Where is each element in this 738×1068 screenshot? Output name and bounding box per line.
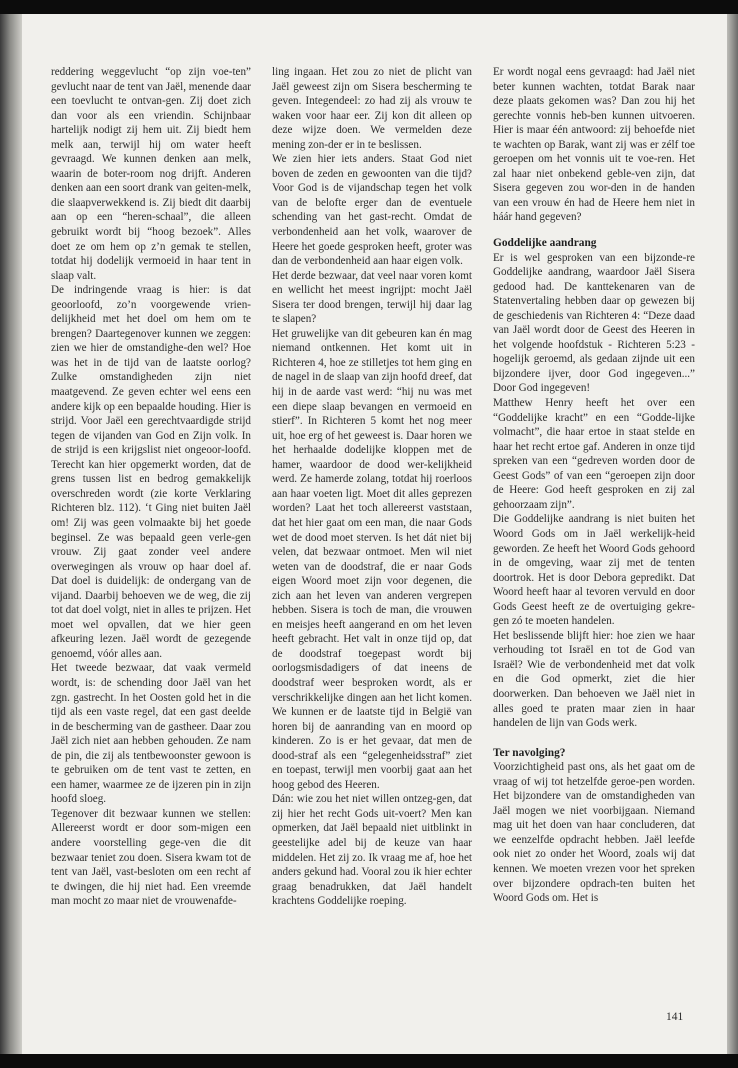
- paragraph: Dán: wie zou het niet willen ontzeg-gen, dat zij hier het recht Gods uit-voert? Men kan opmerken, dat Jaël bepaald niet uitblinkt in geestelijke adel bij de keuze van haar middelen. Het zij zo. Ik vraag me af, hoe het anders gekund had. Vooral zou ik hier echter graag benadrukken, dat Jaël handelt krachtens Goddelijke roeping.: [272, 793, 472, 908]
- paragraph: Voorzichtigheid past ons, als het gaat om de vraag of wij tot hetzelfde geroe-pen worden. Het bijzondere van de omstandigheden van Jaël mogen we niet voorbijgaan. Niemand mag uit het doen van haar concluderen, dat we eenzelfde opdracht hebben. Jaël leefde ook niet zo onder het Woord, zoals wij dat kennen. We moeten vrezen voor het spreken over bijzondere opdrach-ten buiten het Woord Gods om. Het is: [493, 761, 695, 905]
- paragraph: De indringende vraag is hier: is dat geoorloofd, zo’n voorgewende vrien-delijkheid met het doel om hem om te brengen? Daartegenover kunnen we zeggen: zien we hier de omstandighe-den wel? Hoe was het in de tijd van de laatste oorlog? Zulke omstandigheden zijn niet maatgevend. Ze geven echter wel eens een andere kijk op een bepaalde houding. Hier is strijd. Voor Jaël een gerechtvaardigde strijd tegen de vijanden van God en Zijn volk. In de strijd is een krijgslist niet ongeoor-loofd. Terecht kan hier opgemerkt worden, dat de grens tussen list en bedrog gemakkelijk overschreden wordt (zie korte Verklaring Richteren blz. 112). ‘t Ging niet buiten Jaël om! Zij was geen volmaakte bij het goede beginsel. Ze was bepaald geen verle-gen vrouw. Zij gaat zonder veel andere overwegingen als vrouw op haar doel af. Dat doel is duidelijk: de ondergang van de vijand. Daarbij behoeven we de weg, die zij tot dat doel volgt, niet in alles te prijzen. Het moet wel opvallen, dat we hier geen afkeuring lezen. Jaël wordt de gezegende genoemd, vóór alles aan.: [51, 284, 251, 660]
- section-heading-ter-navolging: Ter navolging?: [493, 746, 566, 759]
- scan-border-bottom: [0, 1054, 738, 1068]
- book-gutter: [0, 14, 22, 1054]
- section-spacer: [493, 225, 695, 236]
- scan-border-top: [0, 0, 738, 14]
- section-spacer: [493, 731, 695, 746]
- paragraph: Die Goddelijke aandrang is niet buiten het Woord Gods om in Jaël werkelijk-heid geworden. Ze heeft het Woord Gods gehoord in de omgeving, waar zij met de tenten doortrok. Het is door Debora gepredikt. Dat Woord heeft haar al tevoren vervuld en door Gods Geest heeft ze de overtuiging gekre-gen zó te moeten handelen.: [493, 513, 695, 628]
- paragraph: Het beslissende blijft hier: hoe zien we haar verhouding tot Israël en tot de God van Israël? Wie de verbondenheid met dat volk en die God opmerkt, ziet die hier doorwerken. Dan behoeven we Jaël niet in alles goed te praten maar zien in haar handelen de lijn van Gods werk.: [493, 629, 695, 730]
- paragraph: Het derde bezwaar, dat veel naar voren komt en wellicht het meest ingrijpt: mocht Jaël Sisera ter dood brengen, terwijl hij daar lag te slapen?: [272, 269, 472, 326]
- document-page: [22, 14, 727, 1054]
- page-number: 141: [666, 1011, 684, 1023]
- paragraph: Er wordt nogal eens gevraagd: had Jaël niet beter kunnen wachten, totdat Barak naar deze plaats gekomen was? Dan zou hij het gerechte vonnis heb-ben kunnen uitvoeren. Hier is maar één antwoord: zij behoefde niet te wachten op Barak, want zij was er zélf toe geroepen om het vonnis uit te voe-ren. Het zal haar niet onbekend geble-ven zijn, dat Sisera gegeven zou wor-den in de handen van een vrouw én had de Heere hem niet in háár hand gegeven?: [493, 66, 695, 224]
- paragraph: reddering weggevlucht “op zijn voe-ten” gevlucht naar de tent van Jaël, menende daar een toevlucht te ontvan-gen. Zij doet zich dan voor als een vriendin. Schijnbaar hartelijk nodigt zij hem uit. Zij biedt hem melk aan, terwijl hij om water heeft gevraagd. We kunnen denken aan melk, waarin de boter-room nog drijft. Anderen denken aan een soort drank van geiten-melk, die slaapverwekkend is. Zij biedt dit daarbij aan op een “heren-schaal”, die alleen gebruikt wordt bij “hoog bezoek”. Alles doet ze om hem op z’n gemak te stellen, totdat hij dodelijk vermoeid in haar tent in slaap valt.: [51, 66, 251, 282]
- paragraph: We zien hier iets anders. Staat God niet boven de zeden en gewoonten van die tijd? Voor God is de vijandschap tegen het volk van de belofte erger dan de eventuele schending van het gast-recht. Omdat de verbondenheid aan het volk, waarover de Heere het goede gesproken heeft, groter was dan de verbondenheid aan haar eigen volk.: [272, 153, 472, 268]
- paragraph: Matthew Henry heeft het over een “Goddelijke kracht” en een “Godde-lijke volmacht”, die haar ertoe in staat stelde en haar het recht ertoe gaf. Anderen in onze tijd spreken van een “gedreven worden door de Geest Gods” of van een “geroepen zijn door de Heere: God heeft gesproken en zij zal gehoorzaam zijn”.: [493, 397, 695, 511]
- paragraph: Het tweede bezwaar, dat vaak vermeld wordt, is: de schending door Jaël van het zgn. gastrecht. In het Oosten gold het in die tijd als een vaste regel, dat een gast deelde in de bescherming van de gastheer. Daar zou Jaël zich niet aan hebben gehouden. Ze nam de pin, die zij als tentbewoonster gewoon is te gebruiken om de tent vast te zetten, en een hamer, waarmee ze de ijzeren pin in zijn hoofd sloeg.: [51, 662, 251, 806]
- paragraph: ling ingaan. Het zou zo niet de plicht van Jaël geweest zijn om Sisera bescherming te geven. Integendeel: zo had zij als vrouw te waken voor haar eer. Zij kon dit alleen op deze wijze doen. We vermelden deze mening zon-der er in te beslissen.: [272, 66, 472, 151]
- paragraph: Het gruwelijke van dit gebeuren kan én mag niemand ontkennen. Het komt uit in Richteren 4, hoe ze stilletjes tot hem ging en de nagel in de slaap van zijn hoofd dreef, dat hij in de aarde vast werd: “hij nu was met een diepe slaap bevangen en vermoeid en stierf”. In Richteren 5 komt het nog meer uit, hoe erg of het geweest is. Daar horen we het herhaalde dodelijke kloppen met de hamer, waardoor de dood wer-kelijkheid werd. Ze hamerde zolang, totdat hij roerloos aan haar voeten ligt. Moet dit alles geprezen worden? Laat het toch allereerst vaststaan, dat het hier gaat om een man, die naar Gods wet de dood moet sterven. Is het dát niet bij velen, dat bezwaar ontmoet. Men wil niet weten van de doodstraf, die er naar Gods eigen Woord moet zijn voor degenen, die zich aan het leven van anderen vergrepen hebben. Sisera is toch de man, die vrouwen en meisjes heeft aangerand en om het leven heeft gebracht. Het valt in onze tijd op, dat de doodstraf toegepast wordt bij oorlogsmisdadigers of dat ineens de doodstraf weer besproken wordt, als er verschrikkelijke dingen aan het licht komen. We kunnen er de laatste tijd in België van horen bij de aanranding van en moord op kinderen. Zo is er het gevaar, dat men de dood-straf als een “gelegenheidsstraf” ziet en toepast, terwijl men voorbij gaat aan het hoog gebod des Heeren.: [272, 327, 472, 791]
- page-edge-right: [727, 14, 738, 1054]
- text-column-middle: [272, 65, 472, 909]
- paragraph: Tegenover dit bezwaar kunnen we stellen: Allereerst wordt er door som-migen een andere voorstelling gege-ven die dit bezwaar teniet zou doen. Sisera kwam tot de tent van Jaël, vast-besloten om een recht af te dwingen, die hij niet had. Een vreemde man mocht zo maar niet de vrouwenafde-: [51, 807, 251, 908]
- text-column-right: [493, 65, 695, 906]
- section-heading-goddelijke-aandrang: Goddelijke aandrang: [493, 237, 597, 250]
- paragraph: Er is wel gesproken van een bijzonde-re Goddelijke aandrang, waardoor Jaël Sisera gedood had. De kanttekenaren van de Statenvertaling hebben daar op gewezen bij de geschiedenis van Richteren 4: “Deze daad van Jaël wordt door de Geest des Heeren in het volgende hoofdstuk - Richteren 5:23 - hogelijk geroemd, als gedaan zijnde uit een bijzondere ijver, door God ingegeven...” Door God ingegeven!: [493, 251, 695, 395]
- text-column-left: [51, 65, 251, 909]
